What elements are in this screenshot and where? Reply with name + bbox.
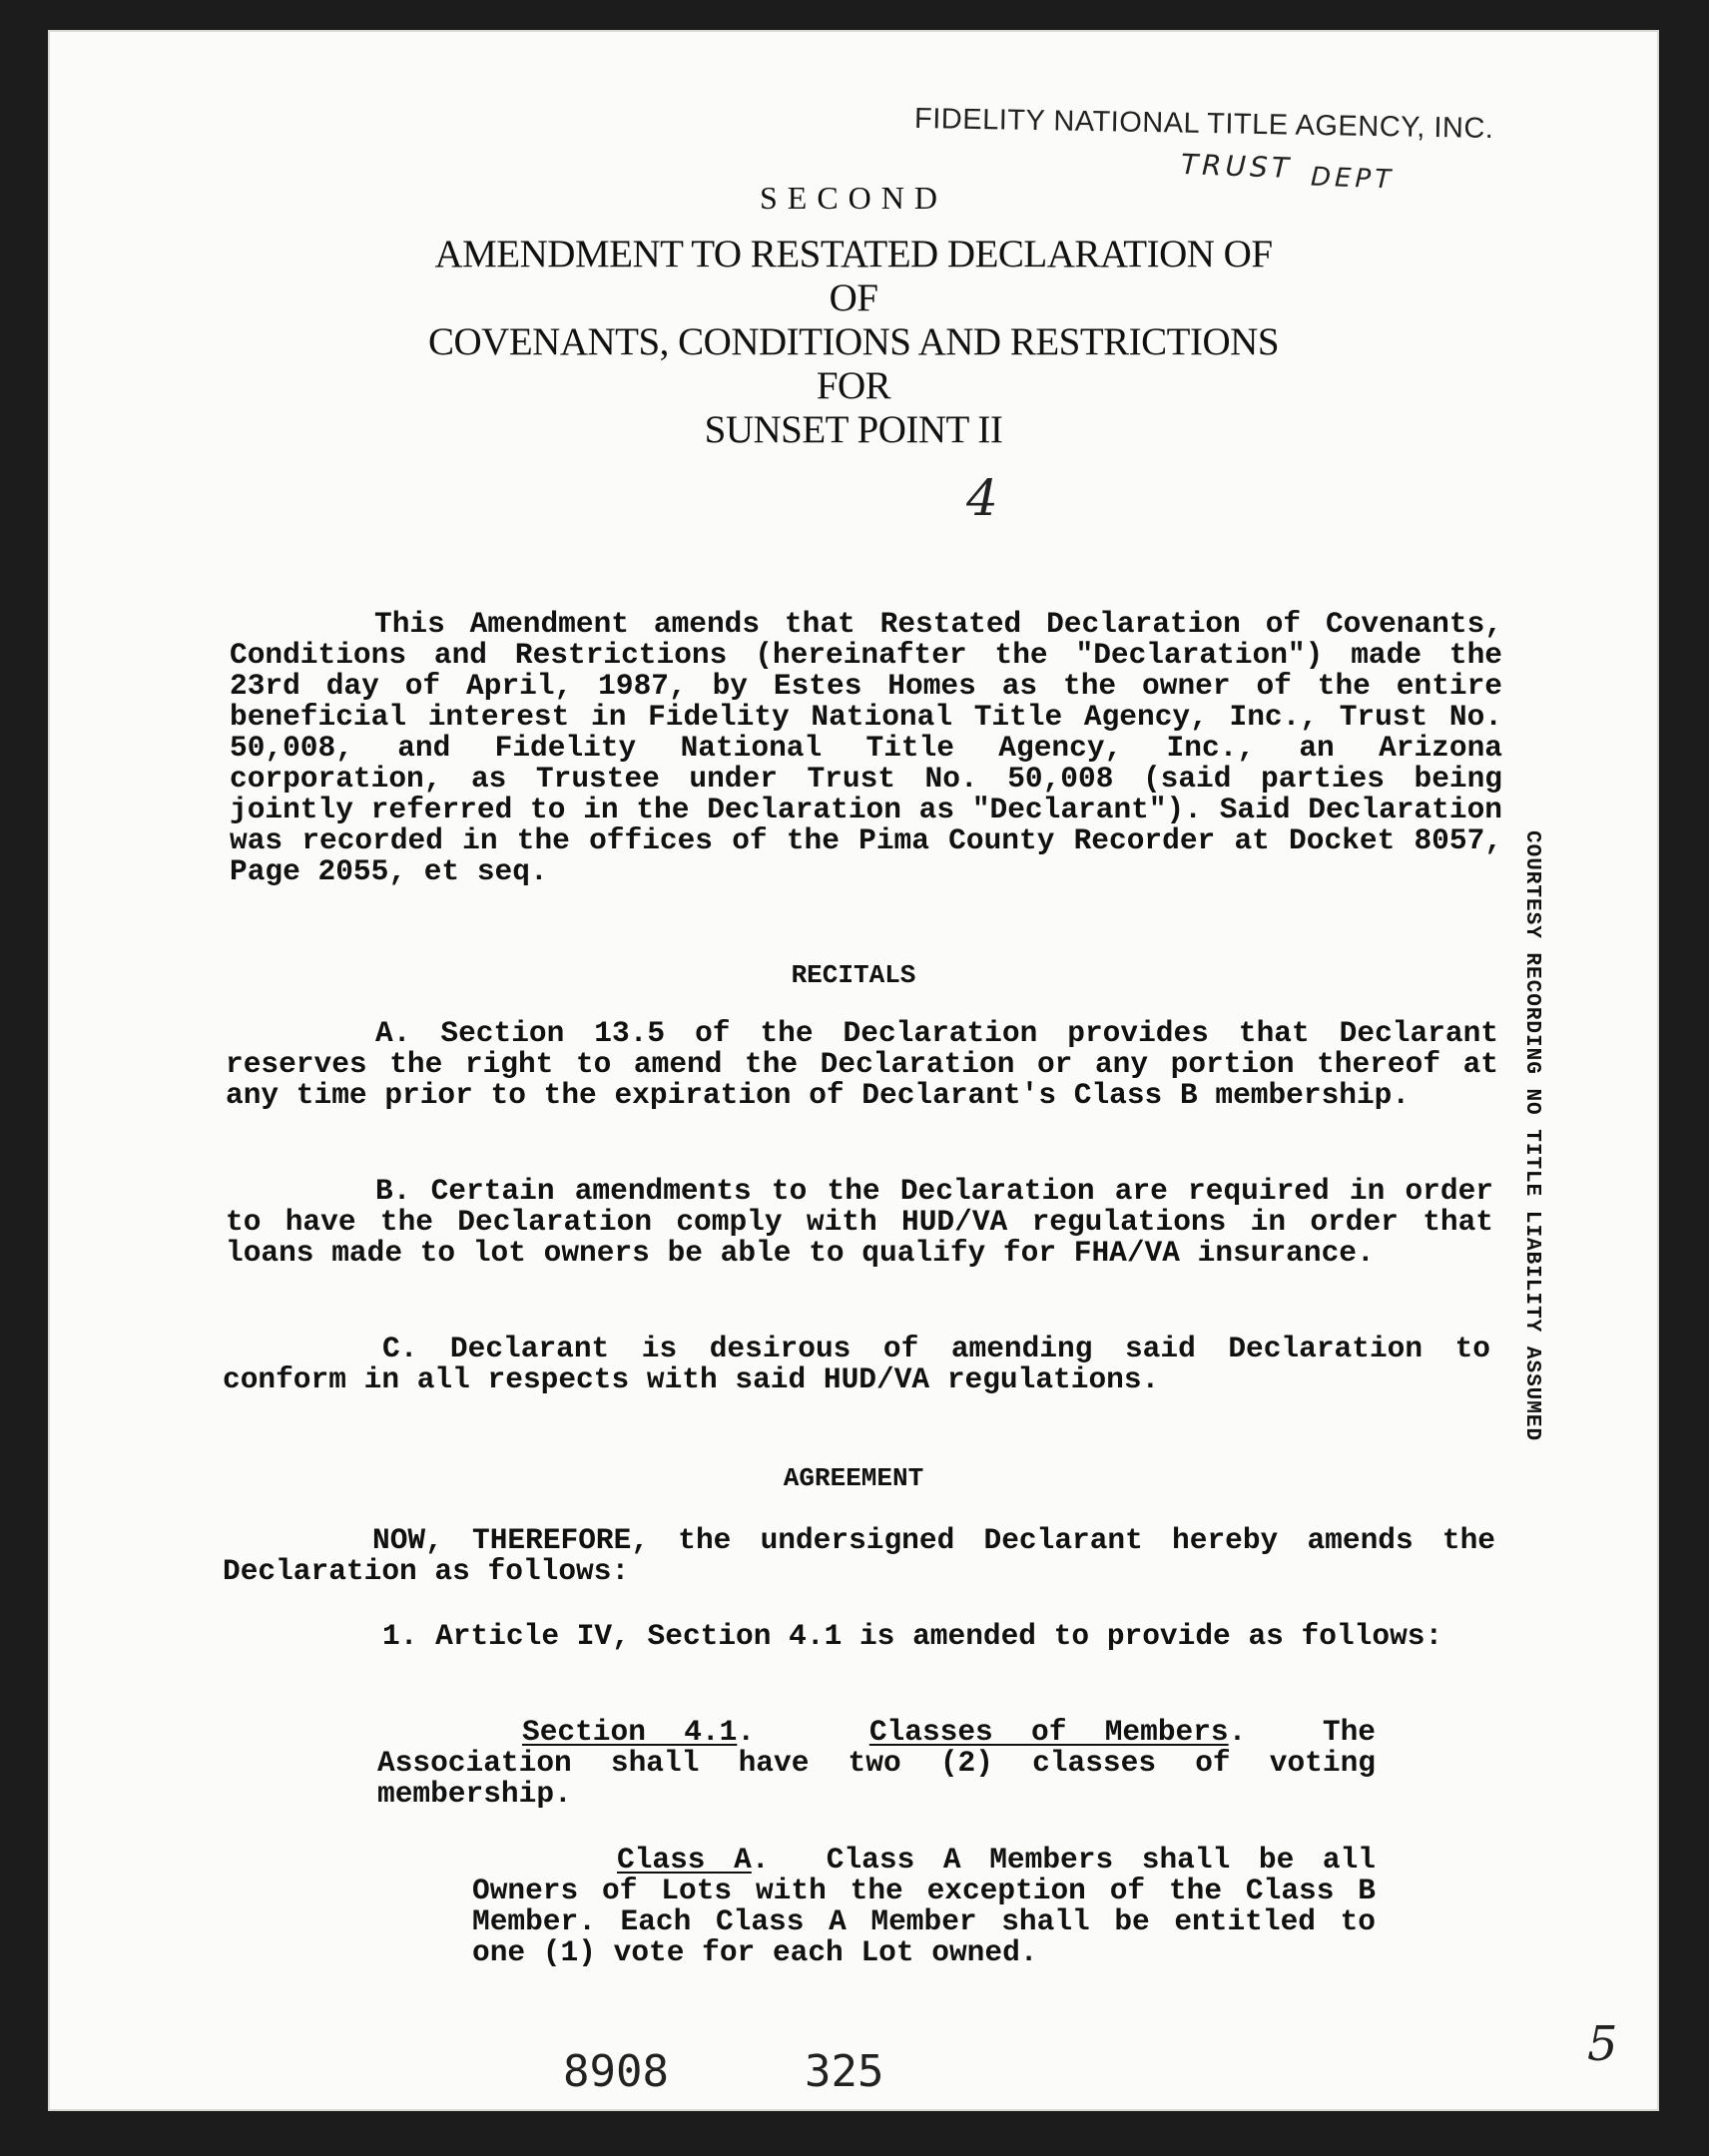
- title-line-2: OF: [829, 276, 878, 319]
- recitals-heading: RECITALS: [791, 960, 916, 990]
- section-4-1-text: The Association shall have two (2) classes of voting membership.: [377, 1715, 1377, 1811]
- title-line-5: SUNSET POINT II: [704, 408, 1003, 451]
- side-note: COURTESY RECORDING NO TITLE LIABILITY ASSUMED: [1520, 830, 1543, 1442]
- title-second: SECOND: [759, 180, 947, 216]
- handwritten-trust: TRUST: [1180, 148, 1294, 185]
- docket-number: 8908: [563, 2046, 669, 2097]
- section-4-1-title: Classes of Members: [868, 1715, 1229, 1749]
- agreement-heading: AGREEMENT: [783, 1463, 924, 1493]
- handwritten-number: 4: [966, 469, 998, 527]
- recital-a: A. Section 13.5 of the Declaration provides that Declarant reserves the right to amend the Declaration or any portion thereof at any time prior to the expiration of Declarant's Class B membership.: [226, 1016, 1498, 1112]
- title-line-1: AMENDMENT TO RESTATED DECLARATION OF: [434, 233, 1273, 275]
- recital-b: B. Certain amendments to the Declaration are required in order to have the Declaration comply with HUD/VA regulations in order that loans made to lot owners be able to qualify for FHA/VA insurance.: [226, 1174, 1493, 1270]
- page-number: 325: [805, 2046, 884, 2097]
- agreement-item-1: 1. Article IV, Section 4.1 is amended to provide as follows:: [382, 1619, 1443, 1653]
- company-stamp: FIDELITY NATIONAL TITLE AGENCY, INC.: [913, 102, 1494, 146]
- handwritten-page-number: 5: [1587, 2016, 1618, 2072]
- class-a-text: Class A Members shall be all Owners of Lots with the exception of the Class B Member. Each Class A Member shall be entitled to one (1) vote for each Lot owned.: [472, 1843, 1377, 1969]
- agreement-text: NOW, THEREFORE, the undersigned Declarant hereby amends the Declaration as follows:: [223, 1523, 1495, 1588]
- title-line-4: FOR: [816, 364, 891, 407]
- section-4-1: Section 4.1. Classes of Members. The Association shall have two (2) classes of voting membership.: [377, 1715, 1377, 1811]
- class-a-label: Class A: [617, 1843, 752, 1877]
- title-line-3: COVENANTS, CONDITIONS AND RESTRICTIONS: [427, 320, 1280, 363]
- intro-paragraph: This Amendment amends that Restated Declaration of Covenants, Conditions and Restrictions (hereinafter the "Declaration") made the 23rd day of April, 1987, by Estes Homes as the owner of the entire beneficial interest in Fidelity National Title Agency, Inc., Trust No. 50,008, and Fidelity National Title Agency, Inc., an Arizona corporation, as Trustee under Trust No. 50,008 (said parties being jointly referred to in the Declaration as "Declarant"). Said Declaration was recorded in the offices of the Pima County Recorder at Docket 8057, Page 2055, et seq.: [230, 607, 1502, 888]
- section-4-1-label: Section 4.1: [522, 1715, 738, 1749]
- document-page: [48, 30, 1659, 2111]
- class-a: Class A. Class A Members shall be all Owners of Lots with the exception of the Class B Member. Each Class A Member shall be entitled to one (1) vote for each Lot owned.: [472, 1843, 1377, 1969]
- handwritten-dept: DEPT: [1310, 162, 1396, 196]
- recital-c: C. Declarant is desirous of amending said Declaration to conform in all respects with said HUD/VA regulations.: [223, 1332, 1490, 1396]
